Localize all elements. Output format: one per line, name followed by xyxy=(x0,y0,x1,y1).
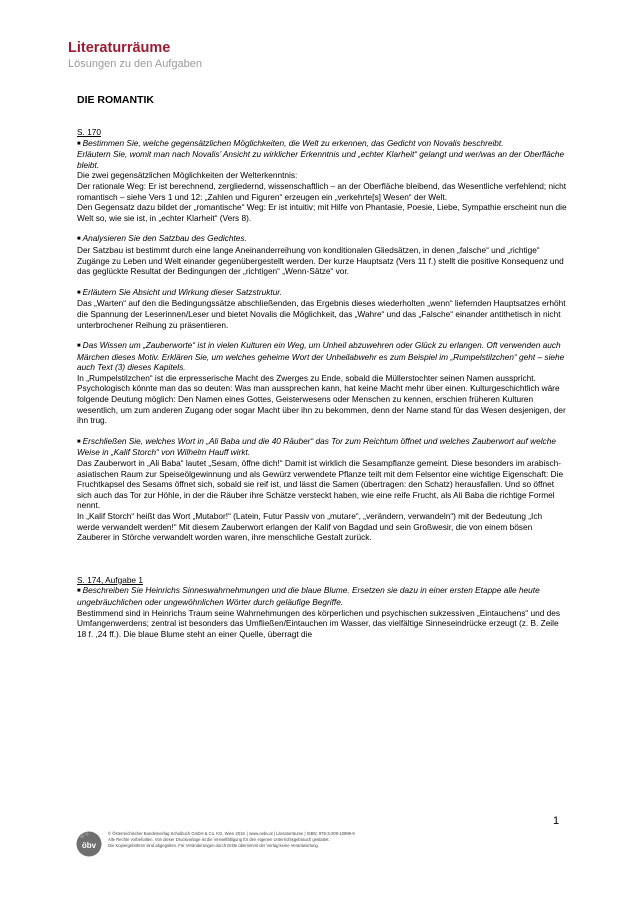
copyright-text xyxy=(108,831,548,849)
task-text: ■ Erschließen Sie, welches Wort in „Ali Baba und die 40 Räuber“ das Tor zum Reichtum öffnet und welches Zauberwort auf welche Weise in „Kalif Storch“ von Wilhelm Hauff wirkt. xyxy=(77,435,556,458)
section-reference: S. 174, Aufgabe 1 xyxy=(77,574,143,585)
bullet-icon: ■ xyxy=(77,289,81,296)
section-s174 xyxy=(77,575,567,640)
task-block xyxy=(77,233,567,276)
document-body xyxy=(77,127,567,649)
task-text: ■ Analysieren Sie den Satzbau des Gedichtes. xyxy=(77,233,247,244)
section-reference: S. 170 xyxy=(77,127,101,137)
answer-text: In „Rumpelstilzchen“ ist die erpresserische Macht des Zwerges zu Ende, sobald die Müllerstochter seinen Namen ausspricht. Psychologisch könnte man das so deuten: Was man aussprechen kann, hat keine Macht mehr über einen. Kulturgeschichtlich wäre folgende Deutung möglich: Den Namen eines Gottes, Geisterwesens oder Menschen zu kennen, erschien früheren Kulturen wesentlich, um zum anderen Zugang oder sogar Macht über ihn zu bekommen, denn der Name stand für das Wesen desjenigen, der ihn trug. xyxy=(77,372,566,426)
answer-text: Das Zauberwort in „Ali Baba“ lautet „Sesam, öffne dich!“ Damit ist wirklich die Sesampflanze gemeint. Diese besonders im arabisch-asiatischen Raum zur Speiseölgewinnung und als Gewürz verwendete Pflanze teilt mit dem Felsentor eine wichtige Eigenschaft: Die Fruchtkapsel des Sesams öffnet sich, sobald sie reif ist, und lässt die Samen (übertragen: den Schatz) herausfallen. Und so öffnet sich auch das Tor zur Höhle, in der die Räuber ihre Schätze versteckt haben, wie eine reife Frucht, als Ali Baba die richtige Formel nennt. xyxy=(77,458,564,511)
answer-text: Der rationale Weg: Er ist berechnend, zergliedernd, wissenschaftlich – an der Oberfläche bleibend, das Wesentliche verfehlend; nicht romantisch – siehe Vers 1 und 12: „Zahlen und Figuren“ erzeugen ein „verkehrte[s] Wesen“ der Welt. xyxy=(77,180,567,202)
task-block xyxy=(77,436,567,543)
copyright-line: Die Kopiergebühren sind abgegolten. Für Veränderungen durch Dritte übernimmt der Verlag keine Verantwortung. xyxy=(108,843,319,848)
answer-text: Die zwei gegensätzlichen Möglichkeiten der Welterkenntnis: xyxy=(77,170,298,181)
answer-text: Der Satzbau ist bestimmt durch eine lange Aneinanderreihung von konditionalen Gliedsätzen, in denen „falsche“ und „richtige“ Zugänge zu Leben und Welt einander gegenübergestellt werden. Der kurze Hauptsatz (Vers 11 f.) stellt die positive Konsequenz und das geglückte Resultat der Bedingungen der „richtigen“ „Wenn-Sätze“ vor. xyxy=(77,244,564,277)
task-text: ■ Bestimmen Sie, welche gegensätzlichen Möglichkeiten, die Welt zu erkennen, das Gedicht von Novalis beschreibt. xyxy=(77,137,504,148)
page-number: 1 xyxy=(553,815,560,827)
logo-text: öbv xyxy=(81,841,97,850)
task-text: ■ Erläutern Sie Absicht und Wirkung dieser Satzstruktur. xyxy=(77,286,283,297)
task-block xyxy=(77,340,567,426)
bullet-icon: ■ xyxy=(77,588,81,595)
answer-text: Bestimmend sind in Heinrichs Traum seine Wahrnehmungen des körperlichen und psychischen sukzessiven „Eintauchens“ und des Umfangenwerdens; zentral ist besonders das Umfließen/Eintauchen im Wasser, das vielfältige Sinneseindrücke erzeugt (z. B. Zeile 18 f. ,24 ff.). Die blaue Blume steht an einer Quelle, überragt die xyxy=(77,607,561,639)
bullet-icon: ■ xyxy=(77,236,81,243)
answer-text: Den Gegensatz dazu bildet der „romantische“ Weg: Er ist intuitiv; mit Hilfe von Phantasie, Poesie, Liebe, Sympathie erscheint nun die Welt so, wie sie ist, in „echter Klarheit“ (Vers 8). xyxy=(77,202,567,223)
task-text: ■ Beschreiben Sie Heinrichs Sinneswahrnehmungen und die blaue Blume. Ersetzen sie dazu in einer ersten Etappe alle heute ungebräuchlichen oder ungewöhnlichen Wörter durch geläufige Begriffe. xyxy=(77,585,540,607)
answer-text: Das „Warten“ auf den die Bedingungssätze abschließenden, das Ergebnis dieses wiederholten „wenn“ liefernden Hauptsatzes erhöht die Spannung der Leserinnen/Leser und bietet Novalis die Möglichkeit, das „Wahre“ und das „Falsche“ einander antithetisch in nicht unterbrochener Reihung zu präsentieren. xyxy=(77,298,566,330)
task-text: ■ Das Wissen um „Zauberworte“ ist in vielen Kulturen ein Weg, um Unheil abzuwehren oder Glück zu erlangen. Oft verwenden auch Märchen dieses Motiv. Erklären Sie, um welches geheime Wort der Unheilabwehr es zum Beispiel im „Rumpelstilzchen“ geht – siehe auch Text (3) dieses Kapitels. xyxy=(77,340,565,373)
brand-subtitle: Lösungen zu den Aufgaben xyxy=(68,58,202,70)
copyright-line: © Österreichischer Bundesverlag Schulbuch GmbH & Co. KG, Wien 2019. | www.oebv.at | Literaturräume | ISBN: 978-3-209-10899-9 xyxy=(108,831,355,836)
bullet-icon: ■ xyxy=(77,343,81,350)
document-title: DIE ROMANTIK xyxy=(77,94,154,106)
brand-title: Literaturräume xyxy=(68,40,171,56)
bullet-icon: ■ xyxy=(77,438,81,445)
footer xyxy=(76,830,556,866)
section-s170 xyxy=(77,127,567,543)
task-block xyxy=(77,138,567,224)
task-block xyxy=(77,585,567,639)
task-text: Erläutern Sie, womit man nach Novalis’ Ansicht zu wirklicher Erkenntnis und „echter Klarheit“ gelangt und wer/was an der Oberfläche bleibt. xyxy=(77,149,565,170)
task-block xyxy=(77,287,567,330)
publisher-logo-icon xyxy=(76,831,102,857)
answer-text: In „Kalif Storch“ heißt das Wort „Mutabor!“ (Latein, Futur Passiv von „mutare“, „verändern, verwandeln“) mit der Bedeutung „Ich werde verwandelt werden!“ Mit diesem Zauberwort erlangen der Kalif von Bagdad und sein Großwesir, die von einem bösen Zauberer in Störche verwandelt worden waren, ihre menschliche Gestalt zurück. xyxy=(77,511,543,543)
bullet-icon: ■ xyxy=(77,140,81,147)
copyright-line: Alle Rechte vorbehalten. Von dieser Druckvorlage ist die Vervielfältigung für den eigenen Unterrichtsgebrauch gestattet. xyxy=(108,837,330,842)
